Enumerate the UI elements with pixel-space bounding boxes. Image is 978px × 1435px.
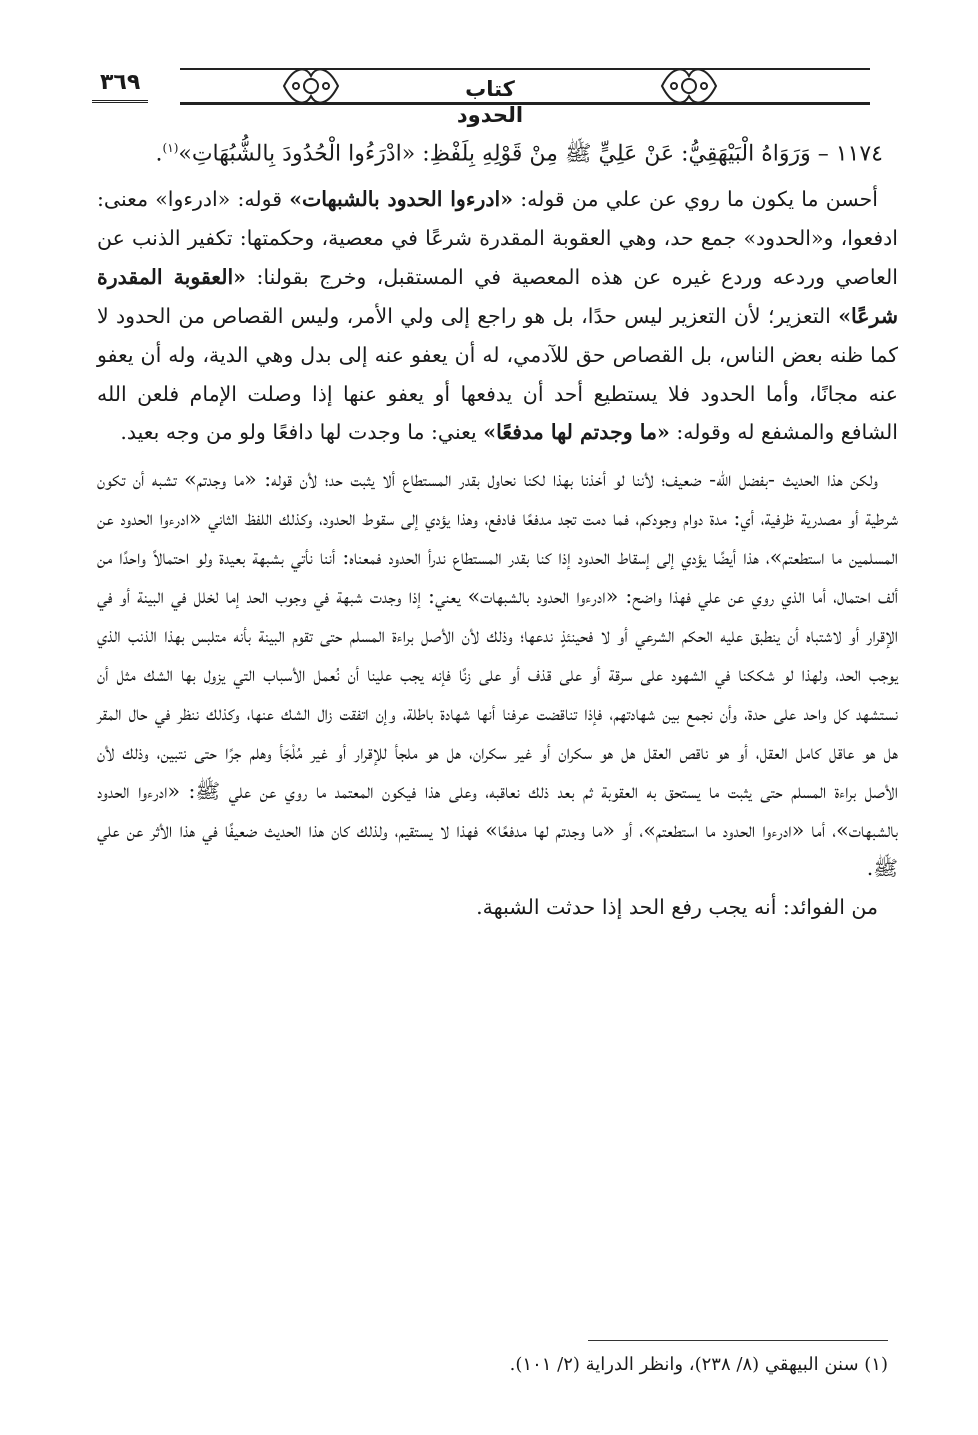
paragraph-1-segment: التعزير؛ لأن التعزير ليس حدًا، بل هو راجع إلى ولي الأمر، وليس القصاص من الحدود لا كما ظنه بعض الناس، بل القصاص حق للآدمي، له أن يعفو عنه إلى بدل وهي الدية، وله أن يعفو عنه مجانًا، وأما الحدود فلا يستطيع أحد أن يدفعها أو يعفو عنها إذا وصلت الإمام فلعن الله الشافع والمشفع له وقوله: <box>97 303 898 445</box>
paragraph-1-segment: يعني: ما وجدت لها دافعًا ولو من وجه بعيد. <box>120 420 484 445</box>
ornament-left-icon <box>280 62 342 110</box>
hadith-text: ١١٧٤ – وَرَوَاهُ الْبَيْهَقِيُّ: عَنْ عَلِيٍّ ﷺ مِنْ قَوْلِهِ بِلَفْظِ: «ادْرَءُوا الْحُدُودَ بِالشُّبُهَاتِ»$^{(١)}$. <box>155 141 883 167</box>
paragraph-2: ولكن هذا الحديث -بفضل الله- ضعيف؛ لأننا لو أخذنا بهذا لكنا نحاول بقدر المستطاع ألا يثبت حد؛ لأن قوله: «ما وجدتم» تشبه أن تكون شرطية أو مصدرية ظرفية، أي: مدة دوام وجودكم، فما دمت تجد مدفعًا فادفع، وهذا يؤدي إلى سقوط الحدود، وكذلك اللفظ الثاني «ادرءوا الحدود عن المسلمين ما استطعتم»، هذا أيضًا يؤدي إلى إسقاط الحدود إذا كنا بقدر المستطاع ندرأ الحدود فمعناه: أننا نأتي بشبهة بعيدة ولو احتمالاً واحدًا من ألف احتمال، أما الذي روي عن علي فهذا واضح: «ادرءوا الحدود بالشبهات» يعني: إذا وجدت شبهة في وجوب الحد إما لخلل في البينة أو في الإقرار أو لاشتباه أن ينطبق عليه الحكم الشرعي أو لا فحينئذٍ ندعها؛ وذلك لأن الأصل براءة المسلم حتى تقوم البينة بأنه متلبس بهذا الذنب الذي يوجب الحد، ولهذا لو شككنا في الشهود على سرقة أو على قذف أو على زنًا فإنه يجب علينا أن نُعمل الأسباب التي يزول بها الشك مثل أن نستشهد كل واحد على حدة، وأن نجمع بين شهادتهم، فإذا تناقضت عرفنا أنها شهادة باطلة، وإن اتفقت زال الشك عنها، وكذلك ننظر في حال المقر هل هو عاقل كامل العقل، أو هو ناقص العقل هل هو سكران أو غير سكران، هل هو ملجأ للإقرار أو غير مُلْجَأ وهلم جرًا حتى نتبين، وذلك لأن الأصل براءة المسلم حتى يثبت ما يستحق به العقوبة ثم بعد ذلك نعاقبه، وعلى هذا فيكون المعتمد ما روي عن علي ﷺ: «ادرءوا الحدود بالشبهات»، أما «ادرءوا الحدود ما استطعتم»، أو «ما وجدتم لها مدفعًا» فهذا لا يستقيم، ولذلك كان هذا الحديث ضعيفًا في هذا الأثر عن علي ﷺ. <box>97 467 898 881</box>
commentary-body <box>97 180 898 927</box>
footnote-marker: (١) <box>162 141 179 155</box>
footnote: (١) سنن البيهقي (٨/ ٢٣٨)، وانظر الدراية (٢/ ١٠١). <box>509 1354 888 1375</box>
paragraph-1-bold: «العقوبة المقدرة شرعًا» <box>97 264 898 328</box>
footnote-separator <box>588 1340 888 1341</box>
hadith-body: ١١٧٤ – وَرَوَاهُ الْبَيْهَقِيُّ: عَنْ عَلِيٍّ ﷺ مِنْ قَوْلِهِ بِلَفْظِ: «ادْرَءُوا الْحُدُودَ بِالشُّبُهَاتِ» <box>178 141 883 167</box>
paragraph-1-segment: قوله: «ادرءوا» معنى: ادفعوا، و«الحدود» جمع حد، وهي العقوبة المقدرة شرعًا في معصية، وحكمتها: تكفير الذنب عن العاصي وردعه وردع غيره عن هذه المعصية في المستقبل، وخرج بقولنا: <box>97 187 898 289</box>
page-header <box>70 62 870 132</box>
paragraph-1 <box>97 180 898 452</box>
paragraph-1-bold: «ادرءوا الحدود بالشبهات» <box>289 187 514 211</box>
ornament-right-icon <box>658 62 720 110</box>
page-number: ٣٦٩ <box>92 68 148 103</box>
paragraph-3: من الفوائد: أنه يجب رفع الحد إذا حدثت الشبهة. <box>476 895 878 920</box>
header-title: كتاب الحدود <box>456 77 524 127</box>
paragraph-1-bold: «ما وجدتم لها مدفعًا» <box>483 420 670 445</box>
paragraph-1-segment: أحسن ما يكون ما روي عن علي من قوله: <box>513 187 878 211</box>
